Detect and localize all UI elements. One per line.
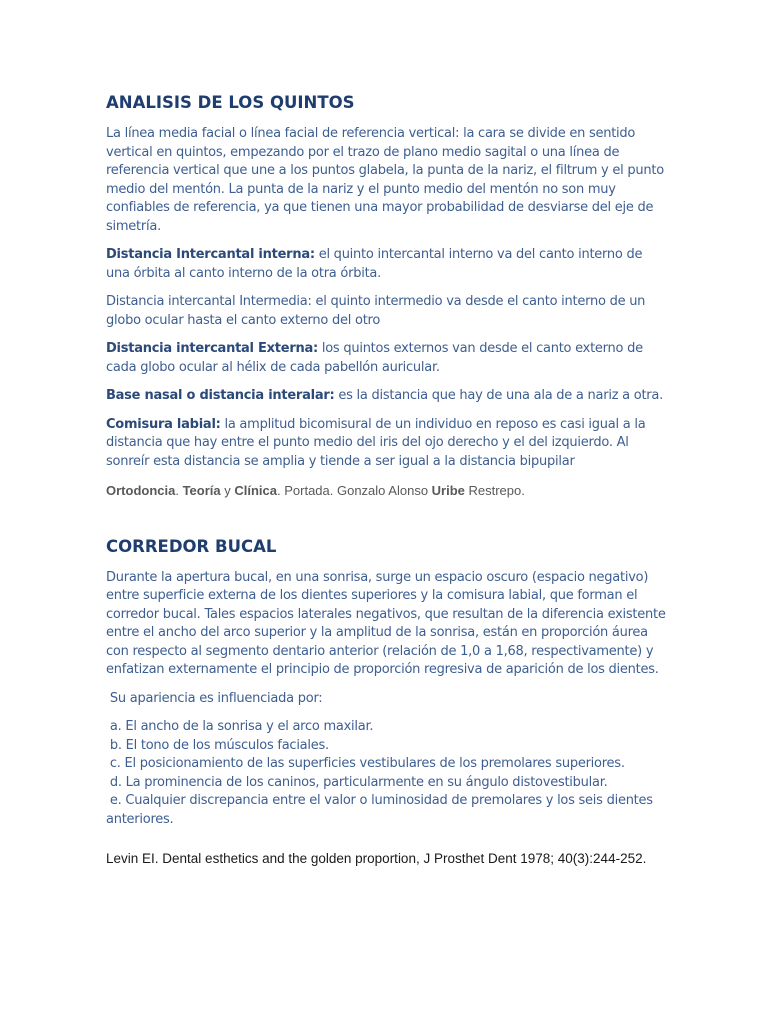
term-description: es la distancia que hay de una ala de a nariz a otra. [334, 388, 663, 403]
corredor-factor-list [106, 718, 666, 829]
term-label: Base nasal o distancia interalar: [106, 388, 335, 403]
ref-bold: Uribe [431, 483, 465, 498]
ref-bold: Clínica [234, 483, 277, 498]
section-title-corredor: CORREDOR BUCAL [106, 536, 277, 556]
list-item: a. El ancho de la sonrisa y el arco maxilar. [106, 719, 374, 734]
term-description: los quintos externos van desde el canto externo de cada globo ocular al hélix de cada pabellón auricular. [106, 341, 643, 375]
list-item: b. El tono de los músculos faciales. [106, 737, 329, 753]
list-item: e. Cualquier discrepancia entre el valor o luminosidad de premolares y los seis dientes anteriores. [106, 793, 657, 827]
ref-text: y [220, 483, 235, 498]
term-label: Distancia intercantal Externa: [106, 341, 318, 356]
term-description: el quinto intercantal interno va del canto interno de una órbita al canto interno de la otra órbita. [106, 247, 643, 281]
quintos-item-base-nasal [106, 387, 666, 406]
section-title-quintos: ANALISIS DE LOS QUINTOS [106, 93, 355, 112]
ref-text: Restrepo. [464, 483, 525, 498]
term-label: Distancia Intercantal interna: [106, 247, 315, 262]
term-description: la amplitud bicomisural de un individuo en reposo es casi igual a la distancia que hay entre el punto medio del iris del ojo derecho y el del izquierdo. Al sonreír esta distancia se amplia y tiende a ser igual a la distancia bipupilar [106, 416, 646, 469]
document-page [106, 93, 666, 868]
ref-text: . Portada. Gonzalo Alonso [277, 483, 432, 498]
quintos-item-intercantal-externa [106, 340, 666, 377]
list-item: c. El posicionamiento de las superficies vestibulares de los premolares superiores. [106, 756, 625, 771]
quintos-intro-paragraph: La línea media facial o línea facial de referencia vertical: la cara se divide en sentido vertical en quintos, empezando por el trazo de plano medio sagital o una línea de referencia vertical que une a los puntos glabela, la punta de la nariz, el filtrum y el punto medio del mentón. La punta de la nariz y el punto medio del mentón no son muy confiables de referencia, ya que tienen una mayor probabilidad de desviarse del eje de simetría. [106, 126, 664, 234]
ref-bold: Teoría [182, 483, 221, 498]
ref-text: . [175, 483, 183, 498]
list-item: d. La prominencia de los caninos, particularmente en su ángulo distovestibular. [106, 774, 608, 790]
corredor-influence-label: Su apariencia es influenciada por: [106, 690, 323, 706]
term-label: Comisura labial: [106, 416, 221, 432]
quintos-item-intercantal-interna [106, 246, 666, 283]
ref-bold: Ortodoncia [106, 483, 176, 498]
quintos-item-intercantal-intermedia: Distancia intercantal Intermedia: el quinto intermedio va desde el canto interno de un globo ocular hasta el canto externo del otro [106, 294, 646, 328]
corredor-intro-paragraph: Durante la apertura bucal, en una sonrisa, surge un espacio oscuro (espacio negativo) entre superficie externa de los dientes superiores y la comisura labial, que forman el corredor bucal. Tales espacios laterales negativos, que resultan de la diferencia existente entre el ancho del arco superior y la amplitud de la sonrisa, están en proporción áurea con respecto al segmento dentario anterior (relación de 1,0 a 1,68, respectivamente) y enfatizan externamente el principio de proporción regresiva de aparición de los dientes. [106, 569, 666, 677]
quintos-reference [106, 482, 666, 501]
quintos-item-comisura-labial [106, 416, 666, 472]
corredor-reference: Levin EI. Dental esthetics and the golden proportion, J Prosthet Dent 1978; 40(3):244-252. [106, 851, 647, 866]
